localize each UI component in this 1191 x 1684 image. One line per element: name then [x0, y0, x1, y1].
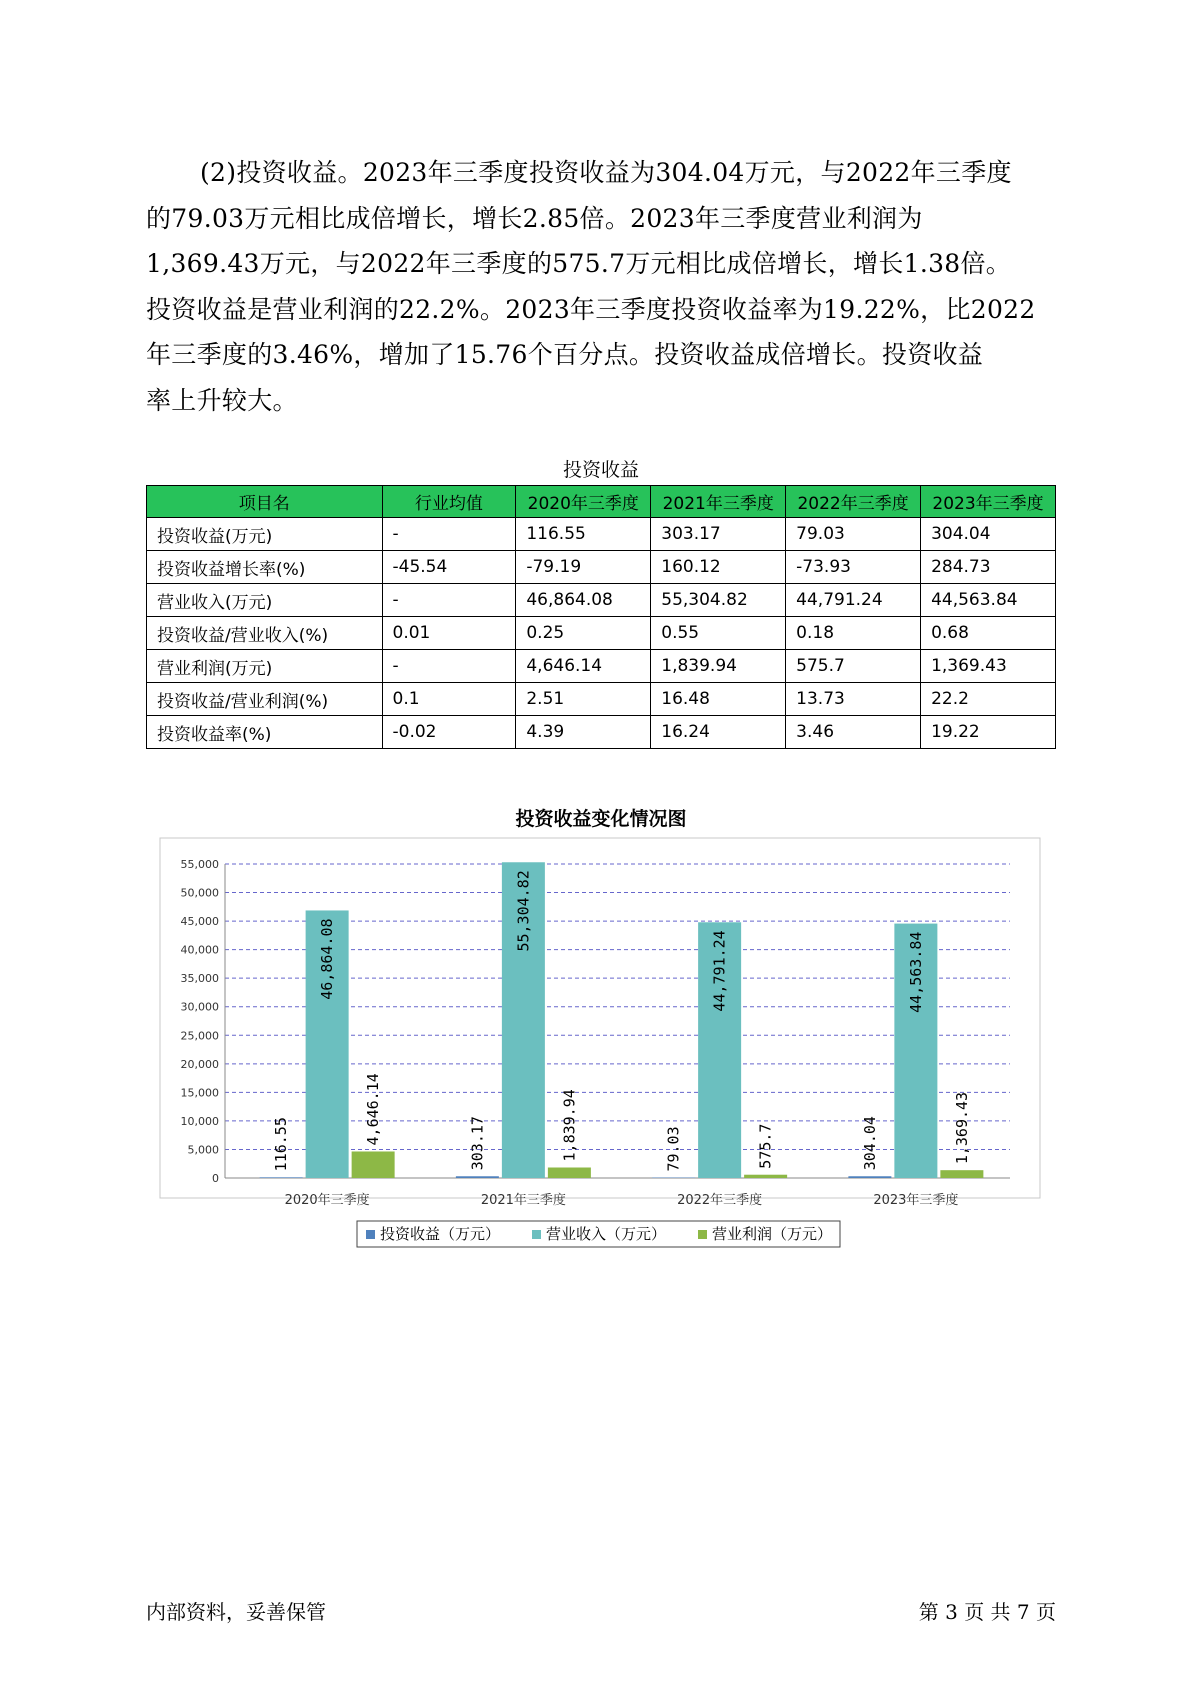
data-label: 55,304.82	[514, 870, 533, 952]
table-cell: 46,864.08	[516, 584, 651, 617]
table-cell: 0.25	[516, 617, 651, 650]
data-label: 303.17	[468, 1116, 487, 1171]
table-cell: 0.1	[382, 683, 516, 716]
legend-swatch	[532, 1230, 541, 1239]
legend-label: 营业收入（万元）	[546, 1225, 667, 1243]
table-cell: -45.54	[382, 551, 516, 584]
legend-swatch	[366, 1230, 375, 1239]
x-tick-label: 2022年三季度	[677, 1193, 763, 1208]
bar	[260, 1177, 303, 1178]
paragraph-line: 年三季度的3.46%，增加了15.76个百分点。投资收益成倍增长。投资收益	[146, 340, 984, 369]
data-label: 79.03	[664, 1126, 683, 1172]
data-label: 1,839.94	[560, 1089, 579, 1162]
y-tick-label: 15,000	[180, 1086, 219, 1100]
table-cell: 1,369.43	[921, 650, 1056, 683]
data-label: 116.55	[272, 1117, 291, 1172]
y-tick-label: 0	[212, 1172, 219, 1185]
table-cell: 4,646.14	[516, 650, 651, 683]
data-label: 46,864.08	[318, 918, 337, 1000]
y-tick-label: 50,000	[180, 886, 219, 900]
column-header: 2020年三季度	[516, 486, 651, 518]
column-header: 2022年三季度	[786, 486, 921, 518]
table-cell: 22.2	[921, 683, 1056, 716]
footer-confidential-note: 内部资料，妥善保管	[146, 1600, 326, 1624]
chart-title: 投资收益变化情况图	[515, 808, 687, 830]
legend-label: 投资收益（万元）	[380, 1225, 501, 1243]
table-cell: 3.46	[786, 716, 921, 749]
table-cell: 0.55	[651, 617, 786, 650]
paragraph-line: 的79.03万元相比成倍增长，增长2.85倍。2023年三季度营业利润为	[146, 203, 923, 233]
table-cell: 0.01	[382, 617, 516, 650]
row-label-cell: 营业利润(万元)	[147, 650, 383, 683]
bar	[352, 1151, 395, 1178]
x-tick-label: 2023年三季度	[873, 1193, 959, 1208]
y-tick-label: 10,000	[180, 1114, 219, 1128]
legend-label: 营业利润（万元）	[712, 1225, 833, 1243]
table-cell: 304.04	[921, 518, 1056, 551]
table-cell: 303.17	[651, 518, 786, 551]
table-cell: 575.7	[786, 650, 921, 683]
table-cell: 16.24	[651, 716, 786, 749]
table-cell: -73.93	[786, 551, 921, 584]
paragraph-line: 1,369.43万元，与2022年三季度的575.7万元相比成倍增长，增长1.38倍。	[146, 249, 1012, 278]
data-label: 575.7	[756, 1123, 775, 1169]
bar	[744, 1175, 787, 1178]
table-cell: 160.12	[651, 551, 786, 584]
table-cell: 79.03	[786, 518, 921, 551]
table-cell: 2.51	[516, 683, 651, 716]
table-cell: 16.48	[651, 683, 786, 716]
column-header: 2021年三季度	[651, 486, 786, 518]
bar	[456, 1176, 499, 1178]
row-label-cell: 投资收益增长率(%)	[147, 551, 383, 584]
row-label-cell: 投资收益(万元)	[147, 518, 383, 551]
data-label: 4,646.14	[364, 1073, 383, 1146]
bar	[548, 1167, 591, 1178]
y-tick-label: 45,000	[180, 915, 219, 929]
data-label: 44,791.24	[710, 930, 729, 1012]
row-label-cell: 营业收入(万元)	[147, 584, 383, 617]
y-tick-label: 35,000	[180, 972, 219, 986]
table-title: 投资收益	[562, 459, 639, 481]
data-label: 44,563.84	[906, 931, 925, 1013]
table-cell: 44,563.84	[921, 584, 1056, 617]
y-tick-label: 25,000	[180, 1029, 219, 1043]
bar	[848, 1176, 891, 1178]
y-tick-label: 40,000	[180, 943, 219, 957]
paragraph-line: (2)投资收益。2023年三季度投资收益为304.04万元，与2022年三季度	[200, 158, 1012, 187]
column-header: 2023年三季度	[921, 486, 1056, 518]
table-cell: 116.55	[516, 518, 651, 551]
y-tick-label: 30,000	[180, 1000, 219, 1014]
y-tick-label: 5,000	[187, 1143, 219, 1157]
table-cell: 0.68	[921, 617, 1056, 650]
y-tick-label: 55,000	[180, 858, 219, 871]
table-cell: 1,839.94	[651, 650, 786, 683]
x-tick-label: 2021年三季度	[480, 1193, 566, 1208]
table-cell: 284.73	[921, 551, 1056, 584]
paragraph-line: 率上升较大。	[146, 385, 298, 415]
data-label: 1,369.43	[952, 1091, 971, 1165]
bar	[940, 1170, 983, 1178]
table-cell: -	[382, 650, 516, 683]
table-cell: -79.19	[516, 551, 651, 584]
table-cell: -0.02	[382, 716, 516, 749]
x-tick-label: 2020年三季度	[284, 1193, 370, 1208]
table-cell: -	[382, 518, 516, 551]
y-tick-label: 20,000	[180, 1057, 219, 1071]
table-cell: 0.18	[786, 617, 921, 650]
column-header: 项目名	[147, 486, 383, 518]
row-label-cell: 投资收益/营业利润(%)	[147, 683, 383, 716]
legend-swatch	[698, 1230, 707, 1239]
table-cell: 13.73	[786, 683, 921, 716]
column-header: 行业均值	[382, 486, 516, 518]
footer-page-number: 第 3 页 共 7 页	[918, 1600, 1056, 1624]
paragraph-line: 投资收益是营业利润的22.2%。2023年三季度投资收益率为19.22%，比2022	[146, 294, 1036, 324]
row-label-cell: 投资收益率(%)	[147, 716, 383, 749]
table-cell: -	[382, 584, 516, 617]
data-label: 304.04	[860, 1116, 879, 1171]
table-cell: 44,791.24	[786, 584, 921, 617]
row-label-cell: 投资收益/营业收入(%)	[147, 617, 383, 650]
table-cell: 19.22	[921, 716, 1056, 749]
table-cell: 4.39	[516, 716, 651, 749]
table-cell: 55,304.82	[651, 584, 786, 617]
